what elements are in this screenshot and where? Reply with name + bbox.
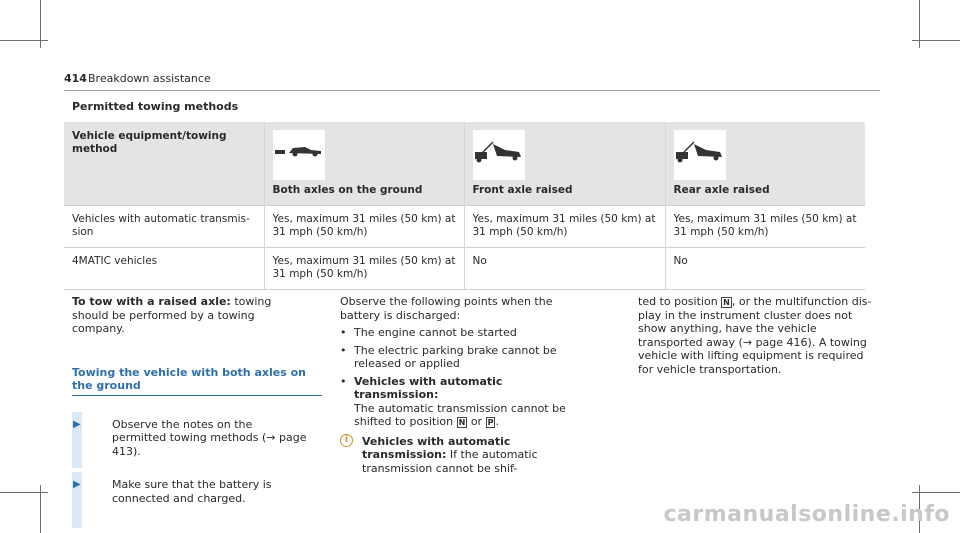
car-both-axles-icon xyxy=(275,140,323,160)
continuation-text: ted to position xyxy=(638,295,718,308)
table-header-front-raised xyxy=(464,122,665,206)
table-header-rear-raised xyxy=(665,122,865,206)
column-label: Rear axle raised xyxy=(673,184,770,196)
bullet-bold: Vehicles with automatic transmission: xyxy=(354,374,503,401)
continuation-text: , or the multifunction display in the instrument cluster does not show anything, have the vehicle transported away (→ page 416). A towing vehicle with lifting equipment is required for vehicle transportation. xyxy=(638,295,872,376)
table-header-row xyxy=(64,122,865,206)
bullet-icon: • xyxy=(340,343,347,357)
gear-n-badge: N xyxy=(723,298,730,307)
column-label: Both axles on the ground xyxy=(272,184,423,196)
section-title: Permitted towing methods xyxy=(72,100,239,113)
page-number: 414 xyxy=(64,72,87,85)
table-header-both-axles xyxy=(264,122,464,206)
bullet-text: The automatic transmission cannot be shifted to position xyxy=(354,401,566,428)
text-column-2 xyxy=(340,295,590,475)
bullet-text: The engine cannot be started xyxy=(354,326,517,339)
list-item xyxy=(340,326,590,340)
bullet-icon: • xyxy=(340,326,347,339)
running-header: Breakdown assistance xyxy=(88,72,211,85)
table-row xyxy=(64,206,865,248)
table-cell: No xyxy=(464,248,665,290)
table-cell: 4MATIC vehicles xyxy=(64,248,264,290)
table-cell: Yes, maximum 31 miles (50 km) at 31 mph (50 km/h) xyxy=(665,206,865,248)
step-item xyxy=(72,478,308,505)
step-text: Observe the notes on the permitted towing methods (→ page 413). xyxy=(112,417,307,458)
table-cell: Yes, maximum 31 miles (50 km) at 31 mph (50 km/h) xyxy=(264,206,464,248)
table-cell: Vehicles with automatic transmission xyxy=(64,206,264,248)
subheading: Towing the vehicle with both axles on the ground xyxy=(72,365,306,392)
crop-mark xyxy=(0,492,48,493)
list-item xyxy=(340,344,590,371)
table-cell: Yes, maximum 31 miles (50 km) at 31 mph (50 km/h) xyxy=(264,248,464,290)
lead-text: towing should be performed by a towing company. xyxy=(72,295,272,335)
info-bold: Vehicles with automatic transmission: xyxy=(362,434,511,461)
table-cell: No xyxy=(665,248,865,290)
bullet-icon: • xyxy=(340,374,347,388)
crop-mark xyxy=(0,40,48,41)
towing-methods-table xyxy=(64,122,865,290)
raised-axle-paragraph xyxy=(72,295,308,336)
watermark-logo: carmanualsonline.info xyxy=(663,502,950,527)
header-rule xyxy=(64,90,880,91)
info-icon: i xyxy=(340,434,353,447)
table-cell: Yes, maximum 31 miles (50 km) at 31 mph (50 km/h) xyxy=(464,206,665,248)
table-row xyxy=(64,248,865,290)
subheading-rule xyxy=(72,395,322,396)
gear-n-badge: N xyxy=(458,418,466,427)
step-item xyxy=(72,418,308,459)
step-arrow-icon: ▶ xyxy=(73,479,81,490)
column-label: Front axle raised xyxy=(472,184,573,196)
tow-truck-rear-raised-icon xyxy=(676,140,724,164)
list-item: • Vehicles with automatic transmission: The automatic transmission cannot be shifted to position N or P . xyxy=(340,374,566,428)
step-text: Make sure that the battery is connected and charged. xyxy=(112,478,272,505)
text-column-3 xyxy=(638,295,878,376)
table-header-first: Vehicle equipment/towing method xyxy=(64,122,264,206)
crop-mark xyxy=(912,492,960,493)
step-arrow-icon: ▶ xyxy=(73,418,81,430)
intro-paragraph: Observe the following points when the battery is discharged: xyxy=(340,295,553,322)
tow-truck-front-raised-icon xyxy=(475,140,523,164)
bullet-text: The electric parking brake cannot be released or applied xyxy=(354,343,557,370)
crop-mark xyxy=(912,40,960,41)
or-text: or xyxy=(470,415,483,428)
bold-lead: To tow with a raised axle: xyxy=(72,295,231,308)
text-column-1 xyxy=(72,295,308,505)
info-note xyxy=(340,435,590,476)
info-text: If the automatic transmission cannot be shif- xyxy=(362,448,538,475)
gear-p-badge: P xyxy=(487,418,494,427)
